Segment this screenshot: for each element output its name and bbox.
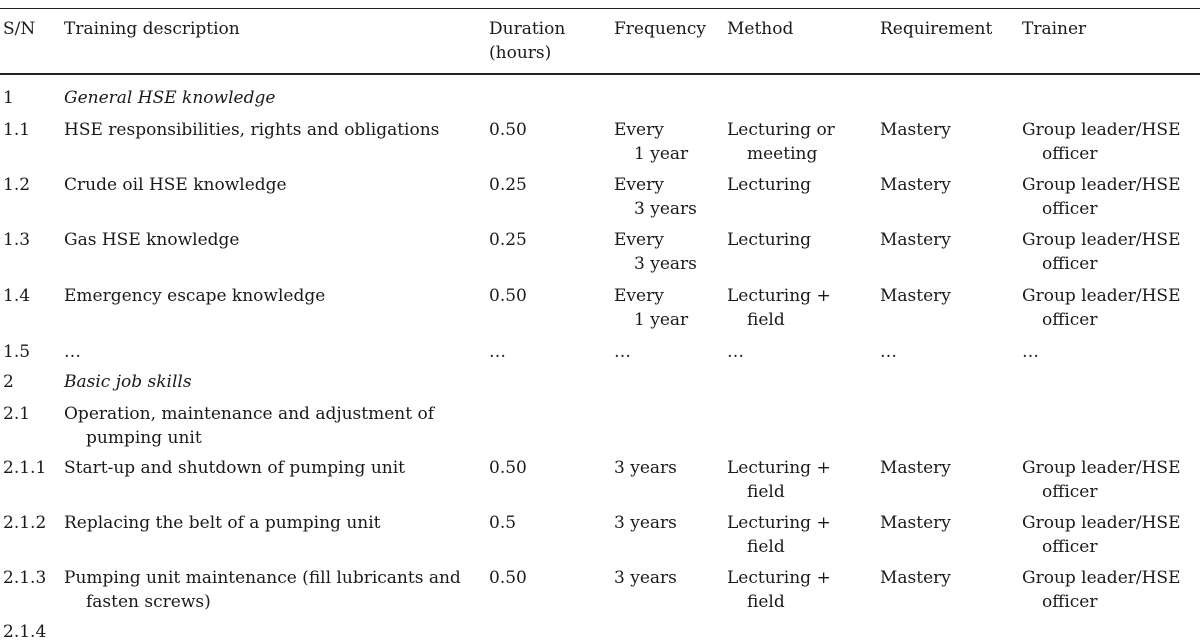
method-cell-line: Lecturing <box>727 230 812 250</box>
requirement-cell: … <box>880 342 897 362</box>
duration-cell: 0.50 <box>489 568 527 588</box>
description-cell-line: pumping unit <box>86 428 202 448</box>
frequency-cell <box>614 456 677 480</box>
description-cell-line: Pumping unit maintenance (fill lubricants and <box>64 568 461 588</box>
frequency-cell-line: 3 years <box>614 568 677 588</box>
trainer-cell-line: Group leader/HSE <box>1022 230 1181 250</box>
frequency-cell-line: 3 years <box>634 254 697 274</box>
sn-cell: 1.3 <box>3 230 31 250</box>
header-duration-line-1: Duration <box>489 19 566 39</box>
sn-cell: 1.5 <box>3 342 31 362</box>
header-sn: S/N <box>3 19 36 39</box>
frequency-cell-line: 3 years <box>614 458 677 478</box>
method-cell-line: field <box>747 592 785 612</box>
trainer-cell-line: Group leader/HSE <box>1022 175 1181 195</box>
description-cell-line: Operation, maintenance and adjustment of <box>64 404 435 424</box>
description-cell <box>64 340 81 364</box>
sn-cell: 2.1.3 <box>3 568 47 588</box>
method-cell <box>727 284 831 332</box>
trainer-cell-line: Group leader/HSE <box>1022 120 1181 140</box>
trainer-cell-line: officer <box>1042 537 1098 557</box>
trainer-cell-line: officer <box>1042 592 1098 612</box>
sn-cell: 2.1.2 <box>3 513 47 533</box>
trainer-cell-line: … <box>1022 342 1039 362</box>
duration-cell: 0.25 <box>489 175 527 195</box>
description-cell <box>64 118 439 142</box>
frequency-cell <box>614 340 631 364</box>
frequency-cell <box>614 284 688 332</box>
header-bottom-rule <box>0 73 1200 75</box>
header-duration <box>489 17 565 65</box>
requirement-cell: Mastery <box>880 286 951 306</box>
frequency-cell <box>614 173 697 221</box>
method-cell-line: Lecturing + <box>727 286 831 306</box>
method-cell <box>727 511 831 559</box>
method-cell-line: field <box>747 537 785 557</box>
trainer-cell <box>1022 118 1181 166</box>
header-description: Training description <box>64 19 240 39</box>
sn-cell: 2.1.1 <box>3 458 47 478</box>
method-cell-line: Lecturing + <box>727 568 831 588</box>
duration-cell: … <box>489 342 506 362</box>
trainer-cell-line: Group leader/HSE <box>1022 513 1181 533</box>
table-top-rule <box>0 8 1200 9</box>
description-cell <box>64 228 240 252</box>
method-cell-line: Lecturing + <box>727 458 831 478</box>
trainer-cell-line: officer <box>1042 310 1098 330</box>
sn-cell: 2.1.4 <box>3 622 47 642</box>
trainer-cell <box>1022 173 1181 221</box>
method-cell <box>727 566 831 614</box>
frequency-cell-line: 3 years <box>614 513 677 533</box>
description-cell <box>64 173 287 197</box>
header-trainer: Trainer <box>1022 19 1087 39</box>
trainer-cell <box>1022 566 1181 614</box>
method-cell-line: Lecturing or <box>727 120 835 140</box>
trainer-cell <box>1022 456 1181 504</box>
description-cell-line: … <box>64 342 81 362</box>
duration-cell: 0.50 <box>489 120 527 140</box>
method-cell-line: field <box>747 310 785 330</box>
frequency-cell-line: 1 year <box>634 310 689 330</box>
method-cell-line: Lecturing <box>727 175 812 195</box>
section-title: Basic job skills <box>64 372 192 392</box>
header-method: Method <box>727 19 794 39</box>
frequency-cell <box>614 118 688 166</box>
duration-cell: 0.50 <box>489 286 527 306</box>
trainer-cell <box>1022 511 1181 559</box>
frequency-cell-line: Every <box>614 230 664 250</box>
sn-cell: 2.1 <box>3 404 31 424</box>
method-cell <box>727 340 744 364</box>
description-cell <box>64 402 434 450</box>
requirement-cell: Mastery <box>880 175 951 195</box>
trainer-cell <box>1022 228 1181 276</box>
frequency-cell-line: 3 years <box>634 199 697 219</box>
header-frequency: Frequency <box>614 19 706 39</box>
sn-cell: 2 <box>3 372 14 392</box>
duration-cell: 0.5 <box>489 513 517 533</box>
method-cell-line: … <box>727 342 744 362</box>
description-cell <box>64 511 381 535</box>
method-cell <box>727 173 811 197</box>
method-cell-line: meeting <box>747 144 818 164</box>
description-cell-line: HSE responsibilities, rights and obligations <box>64 120 440 140</box>
frequency-cell-line: 1 year <box>634 144 689 164</box>
description-cell <box>64 284 325 308</box>
requirement-cell: Mastery <box>880 458 951 478</box>
description-cell-line: Crude oil HSE knowledge <box>64 175 287 195</box>
description-cell <box>64 456 405 480</box>
description-cell-line: Start-up and shutdown of pumping unit <box>64 458 405 478</box>
requirement-cell: Mastery <box>880 120 951 140</box>
trainer-cell-line: Group leader/HSE <box>1022 286 1181 306</box>
frequency-cell <box>614 566 677 590</box>
trainer-cell-line: officer <box>1042 254 1098 274</box>
method-cell <box>727 456 831 504</box>
trainer-cell <box>1022 340 1039 364</box>
description-cell-line: fasten screws) <box>86 592 211 612</box>
frequency-cell-line: … <box>614 342 631 362</box>
method-cell <box>727 118 835 166</box>
trainer-cell-line: officer <box>1042 144 1098 164</box>
description-cell-line: Replacing the belt of a pumping unit <box>64 513 381 533</box>
header-requirement: Requirement <box>880 19 993 39</box>
sn-cell: 1.2 <box>3 175 31 195</box>
trainer-cell-line: Group leader/HSE <box>1022 458 1181 478</box>
sn-cell: 1.1 <box>3 120 31 140</box>
trainer-cell-line: officer <box>1042 199 1098 219</box>
requirement-cell: Mastery <box>880 568 951 588</box>
frequency-cell <box>614 511 677 535</box>
frequency-cell-line: Every <box>614 120 664 140</box>
section-title: General HSE knowledge <box>64 88 276 108</box>
frequency-cell-line: Every <box>614 175 664 195</box>
trainer-cell-line: Group leader/HSE <box>1022 568 1181 588</box>
requirement-cell: Mastery <box>880 513 951 533</box>
sn-cell: 1.4 <box>3 286 31 306</box>
description-cell-line: Gas HSE knowledge <box>64 230 240 250</box>
method-cell <box>727 228 811 252</box>
duration-cell: 0.25 <box>489 230 527 250</box>
method-cell-line: field <box>747 482 785 502</box>
trainer-cell <box>1022 284 1181 332</box>
duration-cell: 0.50 <box>489 458 527 478</box>
frequency-cell-line: Every <box>614 286 664 306</box>
description-cell-line: Emergency escape knowledge <box>64 286 326 306</box>
header-duration-line-2: (hours) <box>489 43 552 63</box>
frequency-cell <box>614 228 697 276</box>
sn-cell: 1 <box>3 88 14 108</box>
method-cell-line: Lecturing + <box>727 513 831 533</box>
trainer-cell-line: officer <box>1042 482 1098 502</box>
requirement-cell: Mastery <box>880 230 951 250</box>
description-cell <box>64 566 461 614</box>
